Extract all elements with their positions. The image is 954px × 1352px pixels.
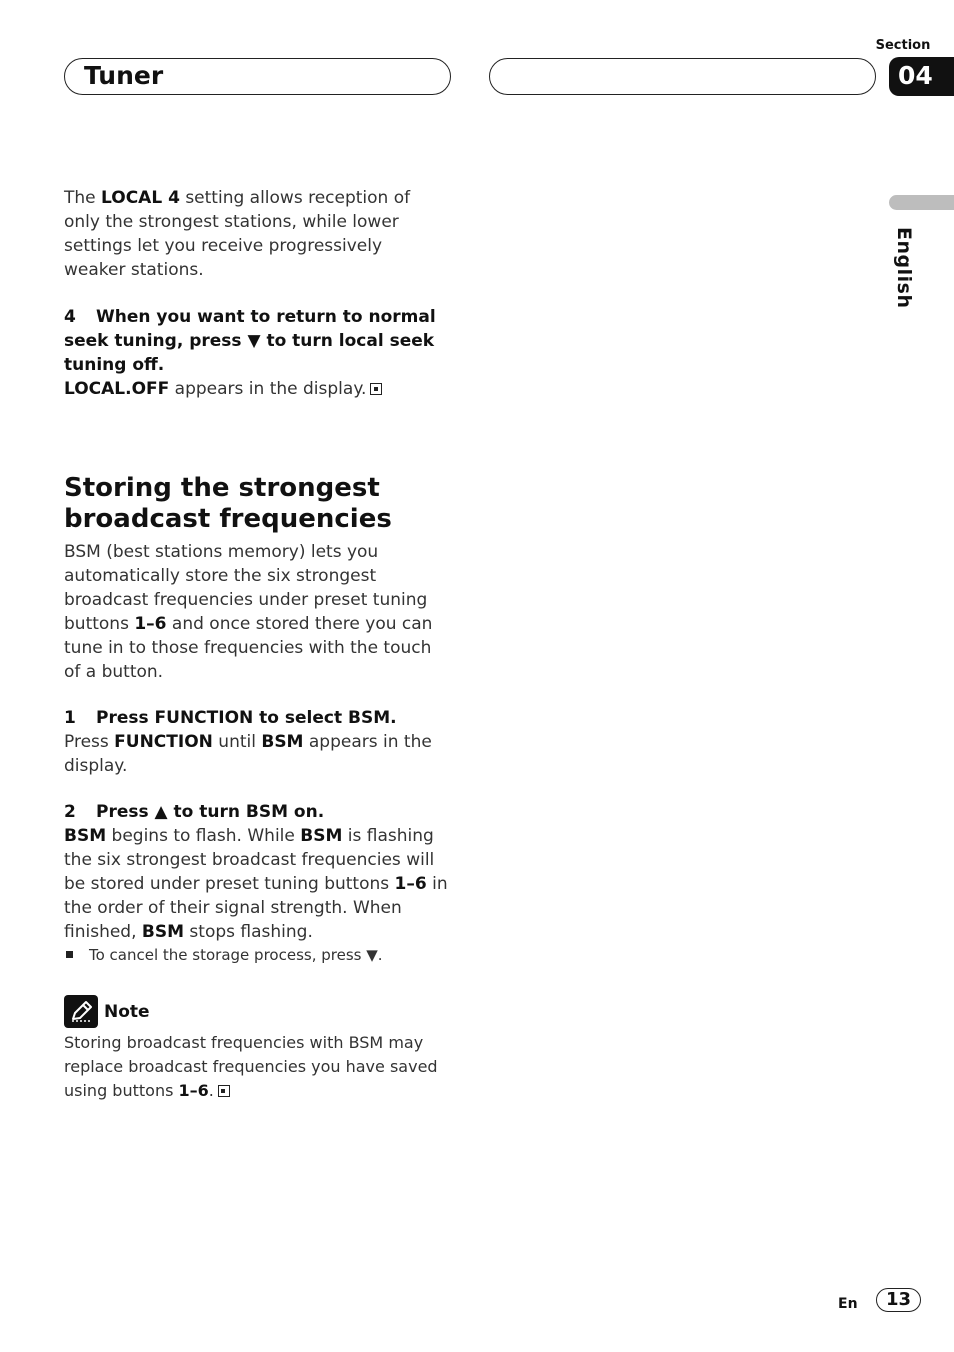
language-tab (889, 195, 954, 210)
header-blank-pill (489, 58, 876, 95)
note-pencil-icon (64, 995, 98, 1028)
page-title: Tuner (84, 61, 164, 90)
step-4-body: LOCAL.OFF appears in the display. (64, 377, 464, 401)
step-2-title: 2 Press ▲ to turn BSM on. (64, 802, 325, 822)
footer-language: En (838, 1296, 858, 1312)
note-text: Storing broadcast frequencies with BSM may replace broadcast frequencies you have saved using buttons 1–6. (64, 1033, 438, 1100)
bsm-intro-paragraph: BSM (best stations memory) lets you automatically store the six strongest broadcast frequencies under preset tuning buttons 1–6 and once stored there you can tune in to those frequencies with the touch of a button. (64, 542, 433, 682)
intro-paragraph: The LOCAL 4 setting allows reception of only the strongest stations, while lower settings let you receive progressively weaker stations. (64, 188, 411, 280)
section-number: 04 (898, 61, 933, 90)
page-number: 13 (876, 1288, 921, 1312)
step-1-title: 1 Press FUNCTION to select BSM. (64, 708, 397, 728)
section-label: Section (875, 38, 931, 53)
note-header (64, 995, 464, 1028)
end-mark-icon (370, 383, 382, 395)
section-heading: Storing the strongest broadcast frequencies (64, 473, 392, 534)
language-label: English (893, 227, 915, 309)
step-2-body: BSM begins to flash. While BSM is flashing the six strongest broadcast frequencies will be stored under preset tuning buttons 1–6 in the order of their signal strength. When finished, BSM stops flashing. (64, 826, 448, 942)
step-1-body: Press FUNCTION until BSM appears in the display. (64, 732, 432, 776)
step-4-title: 4 When you want to return to normal seek tuning, press ▼ to turn local seek tuning off. (64, 307, 436, 375)
bullet-square-icon (66, 951, 73, 958)
end-mark-icon (218, 1085, 230, 1097)
cancel-bullet: To cancel the storage process, press ▼. (64, 944, 464, 966)
main-content (64, 186, 464, 1103)
note-label: Note (104, 1001, 150, 1022)
